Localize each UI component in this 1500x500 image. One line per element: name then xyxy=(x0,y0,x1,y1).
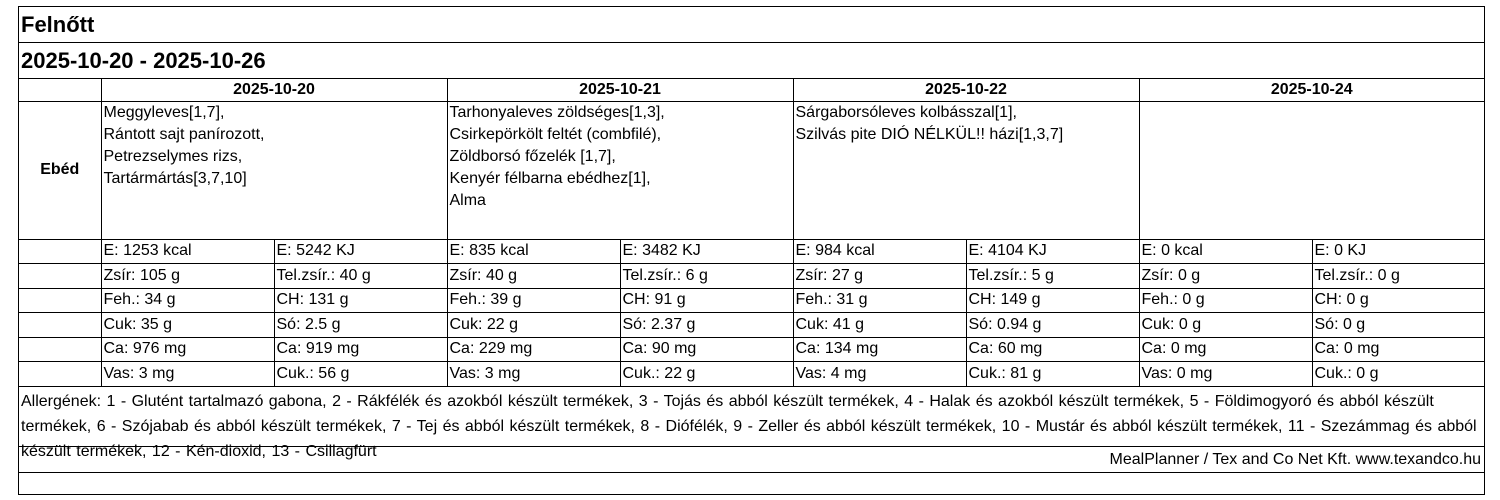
nutrition-value: Cuk: 0 g xyxy=(1139,313,1312,338)
nutrition-value: Só: 0.94 g xyxy=(966,313,1139,338)
nutrition-value: Cuk.: 56 g xyxy=(274,362,447,387)
nutrition-value: Cuk.: 81 g xyxy=(966,362,1139,387)
nutrition-value: E: 0 KJ xyxy=(1312,239,1484,264)
nutrition-value: Vas: 4 mg xyxy=(793,362,966,387)
nutrition-value: Ca: 229 mg xyxy=(447,337,620,362)
nutrition-row-label xyxy=(19,288,101,313)
nutrition-value: Zsír: 27 g xyxy=(793,264,966,289)
nutrition-value: Ca: 60 mg xyxy=(966,337,1139,362)
day-date-header: 2025-10-21 xyxy=(447,79,793,101)
nutrition-value: Cuk: 35 g xyxy=(101,313,274,338)
nutrition-value: Feh.: 31 g xyxy=(793,288,966,313)
day-meal-cell xyxy=(1139,101,1484,239)
nutrition-row-label xyxy=(19,313,101,338)
nutrition-value: CH: 0 g xyxy=(1312,288,1484,313)
nutrition-value: Vas: 3 mg xyxy=(101,362,274,387)
day-date-header: 2025-10-24 xyxy=(1139,79,1484,101)
nutrition-row xyxy=(19,264,1484,289)
allergen-legend: Allergének: 1 - Glutént tartalmazó gabona, 2 - Rákfélék és azokból készült termékek, 3 - Tojás és abból készült termékek, 4 - Halak és azokból készült termékek, 5 - Földimogyoró és abból készült termékek, 6 - Szójabab és abból készült termékek, 7 - Tej és abból készült termékek, 8 - Diófélék, 9 - Zeller és abból készült termékek, 10 - Mustár és abból készült termékek, 11 - Szezámmag és abból készült termékek, 12 - Kén-dioxid, 13 - Csillagfürt xyxy=(19,387,1484,447)
nutrition-value: Zsír: 0 g xyxy=(1139,264,1312,289)
meal-item: Kenyér félbarna ebédhez[1], xyxy=(449,169,651,187)
nutrition-value: Cuk.: 0 g xyxy=(1312,362,1484,387)
meal-item: Tarhonyaleves zöldséges[1,3], xyxy=(449,103,665,121)
meal-item: Szilvás pite DIÓ NÉLKÜL!! házi[1,3,7] xyxy=(795,125,1064,143)
meal-row xyxy=(19,101,1484,239)
nutrition-value: E: 1253 kcal xyxy=(101,239,274,264)
meal-item: Meggyleves[1,7], xyxy=(103,103,225,121)
meal-item: Zöldborsó főzelék [1,7], xyxy=(449,147,616,165)
meal-label: Ebéd xyxy=(19,101,101,239)
nutrition-value: E: 835 kcal xyxy=(447,239,620,264)
nutrition-value: CH: 149 g xyxy=(966,288,1139,313)
nutrition-value: Vas: 3 mg xyxy=(447,362,620,387)
meal-item: Csirkepörkölt feltét (combfilé), xyxy=(449,125,662,143)
day-meal-cell xyxy=(101,101,447,239)
nutrition-value: E: 4104 KJ xyxy=(966,239,1139,264)
nutrition-value: E: 984 kcal xyxy=(793,239,966,264)
nutrition-value: Só: 2.5 g xyxy=(274,313,447,338)
nutrition-row xyxy=(19,288,1484,313)
menu-table xyxy=(19,79,1484,387)
day-meal-cell xyxy=(793,101,1139,239)
nutrition-value: Ca: 0 mg xyxy=(1139,337,1312,362)
nutrition-value: E: 0 kcal xyxy=(1139,239,1312,264)
nutrition-value: Zsír: 40 g xyxy=(447,264,620,289)
nutrition-row xyxy=(19,313,1484,338)
meal-item: Alma xyxy=(449,191,486,209)
nutrition-value: Ca: 919 mg xyxy=(274,337,447,362)
nutrition-row xyxy=(19,337,1484,362)
nutrition-row-label xyxy=(19,362,101,387)
corner-cell xyxy=(19,79,101,101)
page-title: Felnőtt xyxy=(19,7,1484,43)
nutrition-value: Ca: 90 mg xyxy=(620,337,793,362)
day-meal-cell xyxy=(447,101,793,239)
nutrition-value: Feh.: 39 g xyxy=(447,288,620,313)
nutrition-value: Ca: 0 mg xyxy=(1312,337,1484,362)
day-date-header: 2025-10-20 xyxy=(101,79,447,101)
nutrition-row xyxy=(19,239,1484,264)
nutrition-value: Cuk.: 22 g xyxy=(620,362,793,387)
nutrition-value: CH: 131 g xyxy=(274,288,447,313)
nutrition-value: Tel.zsír.: 6 g xyxy=(620,264,793,289)
nutrition-value: E: 5242 KJ xyxy=(274,239,447,264)
nutrition-value: Tel.zsír.: 5 g xyxy=(966,264,1139,289)
nutrition-value: Feh.: 34 g xyxy=(101,288,274,313)
menu-sheet xyxy=(18,6,1485,495)
nutrition-value: E: 3482 KJ xyxy=(620,239,793,264)
nutrition-value: Só: 0 g xyxy=(1312,313,1484,338)
nutrition-row xyxy=(19,362,1484,387)
nutrition-row-label xyxy=(19,239,101,264)
date-header-row xyxy=(19,79,1484,101)
nutrition-value: Ca: 976 mg xyxy=(101,337,274,362)
nutrition-value: Feh.: 0 g xyxy=(1139,288,1312,313)
nutrition-value: Tel.zsír.: 0 g xyxy=(1312,264,1484,289)
day-date-header: 2025-10-22 xyxy=(793,79,1139,101)
meal-item: Petrezselymes rizs, xyxy=(103,147,243,165)
meal-item: Rántott sajt panírozott, xyxy=(103,125,265,143)
nutrition-value: Tel.zsír.: 40 g xyxy=(274,264,447,289)
nutrition-value: Cuk: 41 g xyxy=(793,313,966,338)
meal-item: Sárgaborsóleves kolbásszal[1], xyxy=(795,103,1017,121)
nutrition-value: CH: 91 g xyxy=(620,288,793,313)
nutrition-row-label xyxy=(19,337,101,362)
nutrition-value: Vas: 0 mg xyxy=(1139,362,1312,387)
nutrition-value: Zsír: 105 g xyxy=(101,264,274,289)
nutrition-row-label xyxy=(19,264,101,289)
footer-credit: MealPlanner / Tex and Co Net Kft. www.texandco.hu xyxy=(19,447,1484,473)
nutrition-value: Cuk: 22 g xyxy=(447,313,620,338)
meal-item: Tartármártás[3,7,10] xyxy=(103,169,247,187)
nutrition-value: Ca: 134 mg xyxy=(793,337,966,362)
date-range: 2025-10-20 - 2025-10-26 xyxy=(19,43,1484,79)
nutrition-value: Só: 2.37 g xyxy=(620,313,793,338)
